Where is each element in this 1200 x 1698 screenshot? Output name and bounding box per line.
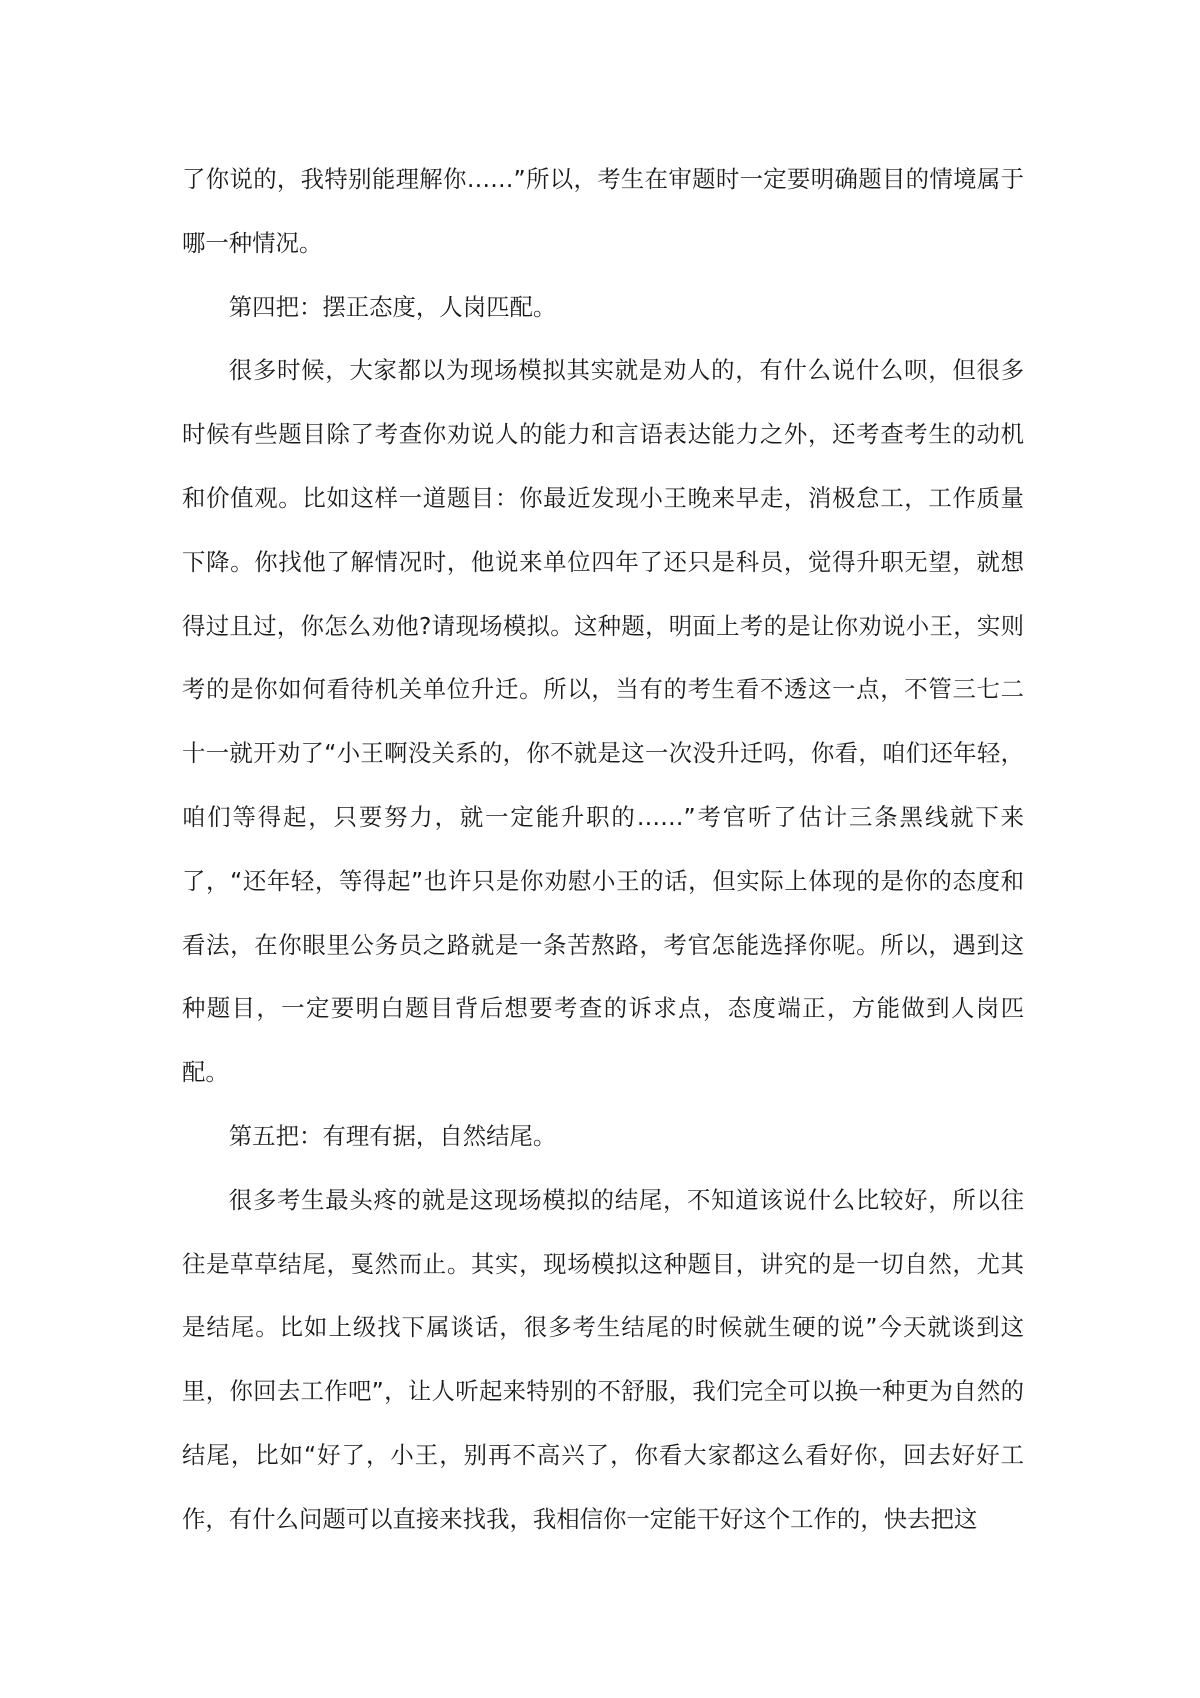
section-heading-fifth: 第五把：有理有据，自然结尾。 [228, 1121, 557, 1150]
paragraph-continuation: 了你说的，我特别能理解你……”所以，考生在审题时一定要明确题目的情境属于哪一种情况。 [182, 165, 1024, 257]
paragraph-fifth-body: 很多考生最头疼的就是这现场模拟的结尾，不知道该说什么比较好，所以往往是草草结尾，戛然而止。其实，现场模拟这种题目，讲究的是一切自然，尤其是结尾。比如上级找下属谈话，很多考生结尾的时候就生硬的说”今天就谈到这里，你回去工作吧”，让人听起来特别的不舒服，我们完全可以换一种更为自然的结尾，比如“好了，小王，别再不高兴了，你看大家都这么看好你，回去好好工作，有什么问题可以直接来找我，我相信你一定能干好这个工作的，快去把这 [182, 1185, 1024, 1533]
document-body [182, 148, 1024, 1552]
section-heading-fourth: 第四把：摆正态度，人岗匹配。 [228, 292, 557, 321]
paragraph-fourth-body: 很多时候，大家都以为现场模拟其实就是劝人的，有什么说什么呗，但很多时候有些题目除了考查你劝说人的能力和言语表达能力之外，还考查考生的动机和价值观。比如这样一道题目：你最近发现小王晚来早走，消极怠工，工作质量下降。你找他了解情况时，他说来单位四年了还只是科员，觉得升职无望，就想得过且过，你怎么劝他?请现场模拟。这种题，明面上考的是让你劝说小王，实则考的是你如何看待机关单位升迁。所以，当有的考生看不透这一点，不管三七二十一就开劝了“小王啊没关系的，你不就是这一次没升迁吗，你看，咱们还年轻，咱们等得起，只要努力，就一定能升职的……”考官听了估计三条黑线就下来了，“还年轻，等得起”也许只是你劝慰小王的话，但实际上体现的是你的态度和看法，在你眼里公务员之路就是一条苦熬路，考官怎能选择你呢。所以，遇到这种题目，一定要明白题目背后想要考查的诉求点，态度端正，方能做到人岗匹配。 [182, 356, 1024, 1087]
